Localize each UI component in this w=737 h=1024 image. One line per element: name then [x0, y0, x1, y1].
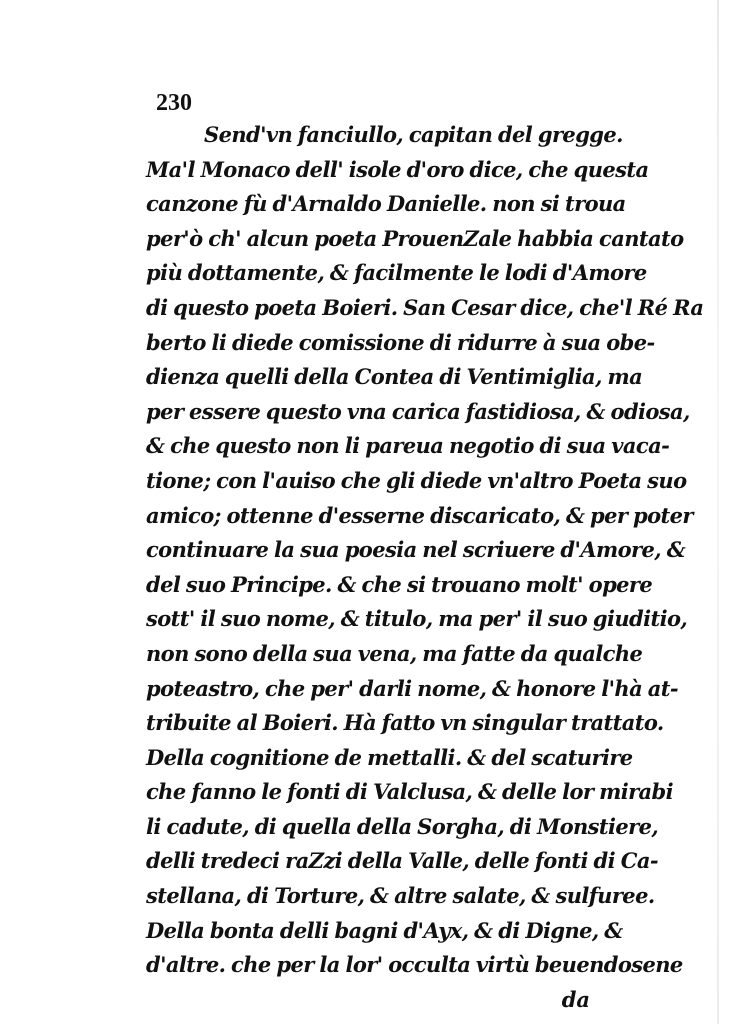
text-line: Della bonta delli bagni d'Ayx, & di Digne, & [146, 917, 623, 943]
text-line: che fanno le fonti di Valclusa, & delle lor mirabi [146, 779, 674, 805]
text-line: li cadute, di quella della Sorgha, di Monstiere, [146, 813, 659, 839]
text-line: stellana, di Torture, & altre salate, & sulfuree. [146, 883, 655, 909]
text-line: d'altre. che per la lor' occulta virtù beuendosene [146, 952, 683, 978]
scan-edge [717, 0, 719, 1024]
page-number: 230 [156, 90, 192, 116]
text-line: tione; con l'auiso che gli diede vn'altro Poeta suo [146, 467, 687, 493]
text-line: più dottamente, & facilmente le lodi d'Amore [146, 260, 647, 286]
text-line: continuare la sua poesia nel scriuere d'Amore, & [146, 537, 686, 563]
text-line: poteastro, che per' darli nome, & honore l'hà at- [146, 675, 679, 701]
text-line: Send'vn fanciullo, capitan del gregge. [204, 122, 623, 147]
text-line: sott' il suo nome, & titulo, ma per' il suo giuditio, [146, 606, 688, 632]
text-line: Ma'l Monaco dell' isole d'oro dice, che questa [146, 156, 649, 182]
text-line: delli tredeci raZzi della Valle, delle fonti di Ca- [146, 848, 658, 874]
text-line: del suo Principe. & che si trouano molt' opere [146, 571, 653, 597]
text-line: & che questo non li pareua negotio di sua vaca- [146, 433, 670, 459]
text-block [146, 88, 704, 1017]
text-line: berto li diede comissione di ridurre à sua obe- [146, 329, 655, 355]
text-line: canzone fù d'Arnaldo Danielle. non si troua [146, 191, 626, 217]
text-line: non sono della sua vena, ma fatte da qualche [146, 640, 643, 666]
text-line: dienza quelli della Contea di Ventimiglia, ma [146, 364, 643, 390]
text-line: tribuite al Boieri. Hà fatto vn singular trattato. [146, 710, 664, 736]
text-line: per'ò ch' alcun poeta ProuenZale habbia cantato [146, 225, 684, 251]
text-line: amico; ottenne d'esserne discaricato, & per poter [146, 502, 693, 528]
catchword: da [561, 986, 590, 1012]
text-line: di questo poeta Boieri. San Cesar dice, che'l Ré Ra [146, 294, 704, 320]
text-line: per essere questo vna carica fastidiosa, & odiosa, [146, 398, 690, 424]
text-line: Della cognitione de mettalli. & del scaturire [146, 744, 633, 770]
